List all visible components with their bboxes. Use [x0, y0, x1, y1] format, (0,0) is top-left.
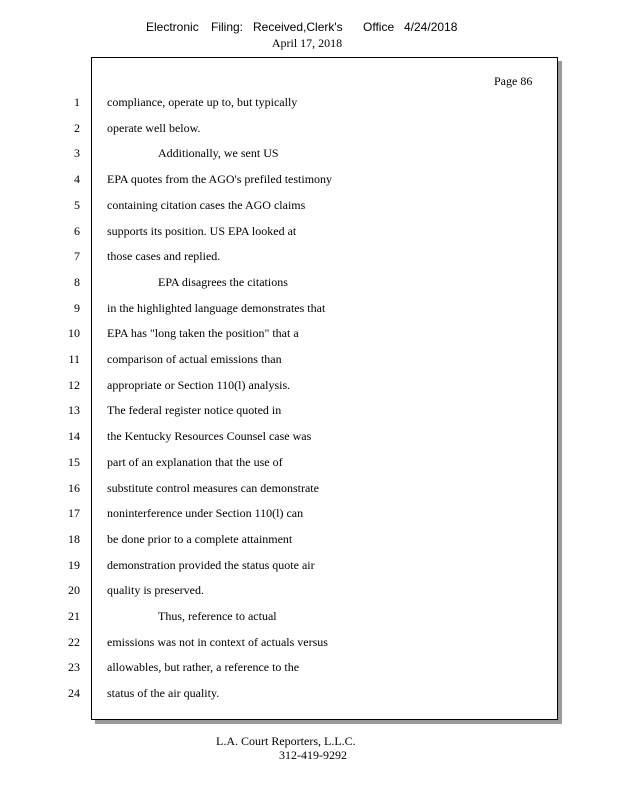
line-text: emissions was not in context of actuals versus: [107, 635, 328, 649]
stamp-word: Received,Clerk's: [253, 20, 343, 34]
transcript-line: [0, 172, 618, 188]
transcript-line: [0, 609, 618, 625]
line-number: 10: [68, 326, 80, 340]
transcript-line: [0, 481, 618, 497]
line-text: part of an explanation that the use of: [107, 455, 283, 469]
line-number: 13: [68, 403, 80, 417]
line-number: 6: [74, 224, 80, 238]
line-number: 22: [68, 635, 80, 649]
line-text: comparison of actual emissions than: [107, 352, 282, 366]
stamp-word: Filing:: [211, 20, 244, 34]
transcript-line: [0, 301, 618, 317]
line-number: 11: [68, 352, 80, 366]
hearing-date-header: [0, 36, 618, 51]
line-number: 23: [68, 660, 80, 674]
line-text: those cases and replied.: [107, 249, 221, 263]
line-text: be done prior to a complete attainment: [107, 532, 293, 546]
line-number: 4: [74, 172, 80, 186]
line-text: EPA has "long taken the position" that a: [107, 326, 299, 340]
line-number: 15: [68, 455, 80, 469]
line-number: 1: [74, 95, 80, 109]
line-text: substitute control measures can demonstrate: [107, 481, 319, 495]
line-text: Additionally, we sent US: [158, 146, 279, 160]
line-text: in the highlighted language demonstrates that: [107, 301, 326, 315]
transcript-line: [0, 249, 618, 265]
electronic-filing-stamp: [0, 20, 618, 36]
stamp-word: Office: [363, 20, 395, 34]
line-text: EPA quotes from the AGO's prefiled testimony: [107, 172, 333, 186]
line-number: 24: [68, 686, 80, 700]
transcript-line: [0, 583, 618, 599]
line-number: 8: [74, 275, 80, 289]
transcript-line: [0, 121, 618, 137]
reporter-phone: 312-419-9292: [279, 748, 347, 762]
line-number: 2: [74, 121, 80, 135]
transcript-line: [0, 455, 618, 471]
stamp-date: 4/24/2018: [404, 20, 458, 34]
transcript-line: [0, 95, 618, 111]
line-text: containing citation cases the AGO claims: [107, 198, 306, 212]
line-number: 17: [68, 506, 80, 520]
line-number: 3: [74, 146, 80, 160]
transcript-line: [0, 224, 618, 240]
line-text: EPA disagrees the citations: [158, 275, 288, 289]
page-number: Page 86: [494, 74, 533, 88]
line-text: Thus, reference to actual: [158, 609, 277, 623]
line-text: operate well below.: [107, 121, 201, 135]
line-number: 12: [68, 378, 80, 392]
hearing-date: April 17, 2018: [271, 36, 343, 50]
transcript-line: [0, 558, 618, 574]
line-text: supports its position. US EPA looked at: [107, 224, 297, 238]
transcript-line: [0, 146, 618, 162]
line-text: The federal register notice quoted in: [107, 403, 282, 417]
line-number: 7: [74, 249, 80, 263]
line-text: status of the air quality.: [107, 686, 220, 700]
stamp-word: Electronic: [146, 20, 199, 34]
line-text: demonstration provided the status quote air: [107, 558, 315, 572]
transcript-line: [0, 378, 618, 394]
transcript-line: [0, 326, 618, 342]
transcript-line: [0, 635, 618, 651]
transcript-line: [0, 275, 618, 291]
transcript-line: [0, 532, 618, 548]
line-number: 18: [68, 532, 80, 546]
transcript-line: [0, 506, 618, 522]
line-number: 21: [68, 609, 80, 623]
line-text: appropriate or Section 110(l) analysis.: [107, 378, 291, 392]
line-number: 16: [68, 481, 80, 495]
line-number: 19: [68, 558, 80, 572]
line-text: quality is preserved.: [107, 583, 204, 597]
line-text: noninterference under Section 110(l) can: [107, 506, 304, 520]
transcript-line: [0, 403, 618, 419]
transcript-line: [0, 686, 618, 702]
line-text: compliance, operate up to, but typically: [107, 95, 298, 109]
line-number: 9: [74, 301, 80, 315]
line-text: the Kentucky Resources Counsel case was: [107, 429, 312, 443]
line-text: allowables, but rather, a reference to the: [107, 660, 300, 674]
line-number: 14: [68, 429, 80, 443]
transcript-line: [0, 660, 618, 676]
reporter-company: L.A. Court Reporters, L.L.C.: [216, 734, 356, 748]
line-number: 20: [68, 583, 80, 597]
transcript-line: [0, 352, 618, 368]
transcript-line: [0, 198, 618, 214]
transcript-line: [0, 429, 618, 445]
line-number: 5: [74, 198, 80, 212]
